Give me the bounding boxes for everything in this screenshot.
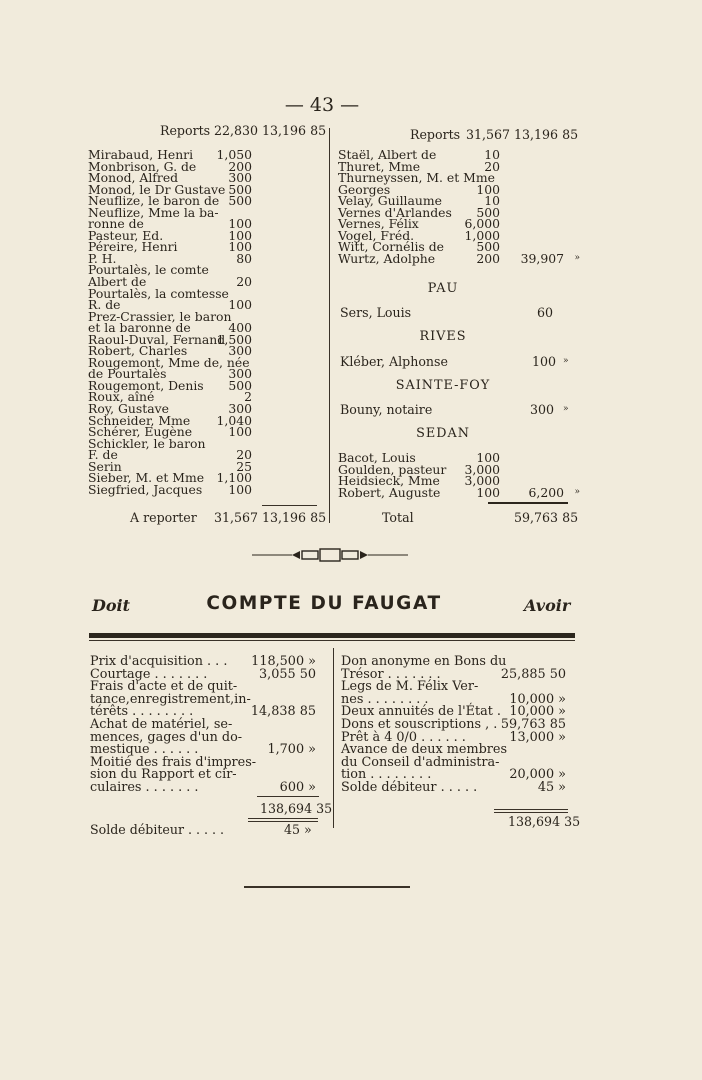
entry-name: Vernes, Félix <box>338 216 419 232</box>
entry-name: Velay, Guillaume <box>338 193 442 209</box>
subscriber-list-right <box>338 147 580 266</box>
account-text: Prêt à 4 0/0 . . . . . . <box>341 729 466 745</box>
a-reporter-v1: 31,567 <box>214 510 259 525</box>
credit-rule-2 <box>494 812 568 813</box>
town-sedan: SEDAN <box>416 426 470 441</box>
account-text: sion du Rapport et cir- <box>90 767 237 783</box>
account-text: Courtage . . . . . . . <box>90 666 208 682</box>
entry-amount: 3,000 <box>464 461 500 477</box>
entry-amount: 100 <box>476 181 500 197</box>
list-entry <box>88 449 324 461</box>
entry-amount: 25 <box>236 458 252 474</box>
entry-name: Vernes d'Arlandes <box>338 204 452 220</box>
entry-amount: 1,050 <box>216 147 252 162</box>
entry-name: Witt, Cornélis de <box>338 239 444 255</box>
account-amount: 45 » <box>537 779 566 795</box>
debit-total: 138,694 35 <box>260 801 333 816</box>
entry-amount: 200 <box>476 250 500 266</box>
account-text: nes . . . . . . . . <box>341 691 429 707</box>
entry-name: Prez-Crassier, le baron <box>88 308 232 324</box>
account-line <box>341 779 575 795</box>
entry-mark: » <box>574 252 580 263</box>
account-amount: 10,000 » <box>509 691 566 707</box>
entry-amount: 20 <box>484 158 500 174</box>
list-entry <box>88 481 324 497</box>
entry-name: de Pourtalès <box>88 366 167 382</box>
entry-name: Monod, Alfred <box>88 170 179 186</box>
entry-amount: 100 <box>228 481 252 497</box>
entry-name: Neuflize, Mme la ba- <box>88 204 219 220</box>
account-text: Prix d'acquisition . . . <box>90 654 228 669</box>
entry-name: Robert, Charles <box>88 343 188 359</box>
account-text: tion . . . . . . . . <box>341 767 432 783</box>
compte-title: COMPTE DU FAUGAT <box>206 593 442 614</box>
account-text: Avance de deux membres <box>341 742 508 758</box>
compte-heavy-rule <box>89 633 575 638</box>
entry-amount: 1,100 <box>216 470 252 486</box>
account-text: Moitié des frais d'impres- <box>90 754 257 770</box>
entry-name: Monod, le Dr Gustave <box>88 181 226 197</box>
entry-name: Neuflize, le baron de <box>88 193 220 209</box>
account-amount: 1,700 » <box>267 742 316 758</box>
pau-amount: 60 <box>537 305 554 320</box>
entry-name: Mirabaud, Henri <box>88 147 194 162</box>
compte-light-rule <box>89 640 575 641</box>
entry-name: Pourtalès, la comtesse <box>88 285 229 301</box>
solde-left-amount: 45 » <box>284 822 312 837</box>
account-line <box>90 779 324 795</box>
list-entry <box>88 241 324 253</box>
entry-amount: 1,040 <box>216 412 252 428</box>
total-label: Total <box>382 510 414 525</box>
reports-right-v2: 13,196 85 <box>514 127 579 142</box>
reports-left-v2: 13,196 85 <box>262 123 327 138</box>
entry-amount: 100 <box>228 216 252 232</box>
account-amount: 3,055 50 <box>259 666 316 682</box>
account-amount: 25,885 50 <box>500 666 566 682</box>
entry-name: Rougemont, Denis <box>88 377 204 393</box>
entry-name: Sieber, M. et Mme <box>88 470 205 486</box>
entry-amount: 100 <box>228 297 252 313</box>
account-text: Frais d'acte et de quit- <box>90 679 238 695</box>
entry-amount: 10 <box>484 193 500 209</box>
entry-amount: 500 <box>228 377 252 393</box>
entry-amount: 100 <box>476 450 500 465</box>
total-rule <box>488 502 568 504</box>
town-sainte-foy: SAINTE-FOY <box>395 378 491 393</box>
account-text: térêts . . . . . . . . <box>90 704 194 720</box>
credit-entries <box>341 656 575 795</box>
account-text: Solde débiteur . . . . . <box>341 779 478 795</box>
reports-left-label: Reports <box>160 123 211 138</box>
entry-amount: 80 <box>236 250 252 266</box>
account-text: tance,enregistrement,in- <box>90 691 251 707</box>
entry-name: Rougemont, Mme de, née <box>88 354 250 370</box>
account-amount: 14,838 85 <box>250 704 316 720</box>
closing-rule <box>244 886 410 888</box>
entry-name: Vogel, Fréd. <box>338 227 415 243</box>
entry-amount: 400 <box>228 320 252 336</box>
entry-name: R. de <box>88 297 121 313</box>
reports-right-v1: 31,567 <box>466 127 511 142</box>
credit-rule-1 <box>494 809 568 810</box>
account-amount: 59,763 85 <box>500 716 566 732</box>
entry-amount: 500 <box>228 181 252 197</box>
entry-amount: 3,000 <box>464 473 500 489</box>
entry-amount: 500 <box>228 193 252 209</box>
entry-amount: 1,000 <box>464 227 500 243</box>
account-amount: 118,500 » <box>251 654 316 669</box>
entry-amount: 100 <box>228 227 252 243</box>
account-text: mestique . . . . . . <box>90 742 199 758</box>
entry-name: Pasteur, Ed. <box>88 227 164 243</box>
doit-label: Doit <box>92 596 131 615</box>
page-number: — 43 — <box>284 94 360 116</box>
reports-right-label: Reports <box>410 127 461 142</box>
entry-amount: 100 <box>228 424 252 440</box>
entry-amount: 200 <box>228 158 252 174</box>
list-entry <box>338 250 580 266</box>
entry-amount: 300 <box>228 170 252 186</box>
entry-name: Péreire, Henri <box>88 239 178 255</box>
entry-mark: » <box>574 486 580 497</box>
account-text: Dons et souscriptions , . <box>341 716 498 732</box>
entry-name: Monbrison, G. de <box>88 158 197 174</box>
account-text: Legs de M. Félix Ver- <box>341 679 479 695</box>
solde-left-label: Solde débiteur . . . . . <box>90 822 225 837</box>
sedan-list <box>338 450 580 500</box>
account-text: Trésor . . . . . . . <box>341 666 441 682</box>
entry-name: P. H. <box>88 250 117 266</box>
pau-entry: Sers, Louis <box>340 305 412 320</box>
credit-total: 138,694 35 <box>508 814 581 829</box>
entry-amount: 100 <box>228 239 252 255</box>
account-amount: 600 » <box>279 779 316 795</box>
list-entry <box>88 285 324 301</box>
entry-name: Schneider, Mme <box>88 412 191 428</box>
entry-name: Albert de <box>88 274 147 290</box>
entry-amount: 6,000 <box>464 216 500 232</box>
account-amount: 10,000 » <box>509 704 566 720</box>
avoir-label: Avoir <box>524 596 571 615</box>
total-value: 59,763 85 <box>514 510 579 525</box>
entry-name: Thurneyssen, M. et Mme <box>338 170 495 186</box>
account-text: Achat de matériel, se- <box>90 716 233 732</box>
entry-amount: 10 <box>484 147 500 162</box>
entry-amount: 2 <box>244 389 252 405</box>
reports-left-v1: 22,830 <box>214 123 259 138</box>
entry-amount: 20 <box>236 447 252 463</box>
column-divider <box>329 128 330 523</box>
entry-name: Roux, aîné <box>88 389 155 405</box>
entry-subtotal: 39,907 <box>520 250 564 266</box>
entry-amount: 100 <box>476 484 500 500</box>
list-entry <box>338 484 580 500</box>
entry-amount: 300 <box>228 343 252 359</box>
entry-name: Raoul-Duval, Fernand <box>88 331 226 347</box>
entry-name: Schickler, le baron <box>88 435 206 451</box>
rives-mark: » <box>563 356 569 366</box>
debit-entries <box>90 656 324 795</box>
entry-amount: 20 <box>236 274 252 290</box>
ornament-divider <box>252 547 408 563</box>
subscriber-list-left <box>88 149 324 495</box>
entry-name: Bacot, Louis <box>338 450 416 465</box>
account-text: Deux annuités de l'État . <box>341 704 501 720</box>
entry-subtotal: 6,200 <box>528 484 564 500</box>
account-text: mences, gages d'un do- <box>90 729 243 745</box>
entry-name: Thuret, Mme <box>338 158 421 174</box>
town-pau: PAU <box>427 281 459 296</box>
entry-amount: 1,500 <box>216 331 252 347</box>
debit-rule-2 <box>248 818 318 819</box>
entry-amount: 500 <box>476 204 500 220</box>
entry-name: Robert, Auguste <box>338 484 441 500</box>
entry-name: Staël, Albert de <box>338 147 437 162</box>
sainte-foy-mark: » <box>563 404 569 414</box>
a-reporter-v2: 13,196 85 <box>262 510 327 525</box>
sainte-foy-entry: Bouny, notaire <box>340 402 433 417</box>
debit-total-rule <box>257 796 319 797</box>
account-text: culaires . . . . . . . <box>90 779 199 795</box>
entry-name: F. de <box>88 447 118 463</box>
compte-divider <box>333 648 334 828</box>
rives-entry: Kléber, Alphonse <box>340 354 448 369</box>
entry-name: Siegfried, Jacques <box>88 481 203 497</box>
account-text: Don anonyme en Bons du <box>341 654 507 669</box>
entry-name: Serin <box>88 458 122 474</box>
entry-name: Wurtz, Adolphe <box>338 250 436 266</box>
list-entry <box>88 435 324 451</box>
entry-name: Schérer, Eugène <box>88 424 193 440</box>
account-amount: 20,000 » <box>509 767 566 783</box>
entry-amount: 500 <box>476 239 500 255</box>
a-reporter-label: A reporter <box>130 510 197 525</box>
entry-name: Goulden, pasteur <box>338 461 447 477</box>
sainte-foy-amount: 300 <box>530 402 555 417</box>
entry-amount: 300 <box>228 401 252 417</box>
entry-name: Roy, Gustave <box>88 401 169 417</box>
town-rives: RIVES <box>419 329 467 344</box>
entry-name: ronne de <box>88 216 144 232</box>
account-text: du Conseil d'administra- <box>341 754 500 770</box>
entry-name: Pourtalès, le comte <box>88 262 209 278</box>
left-subtotal-rule <box>262 505 317 506</box>
entry-amount: 300 <box>228 366 252 382</box>
entry-name: et la baronne de <box>88 320 191 336</box>
account-amount: 13,000 » <box>509 729 566 745</box>
entry-name: Heidsieck, Mme <box>338 473 440 489</box>
rives-amount: 100 <box>532 354 557 369</box>
entry-name: Georges <box>338 181 391 197</box>
